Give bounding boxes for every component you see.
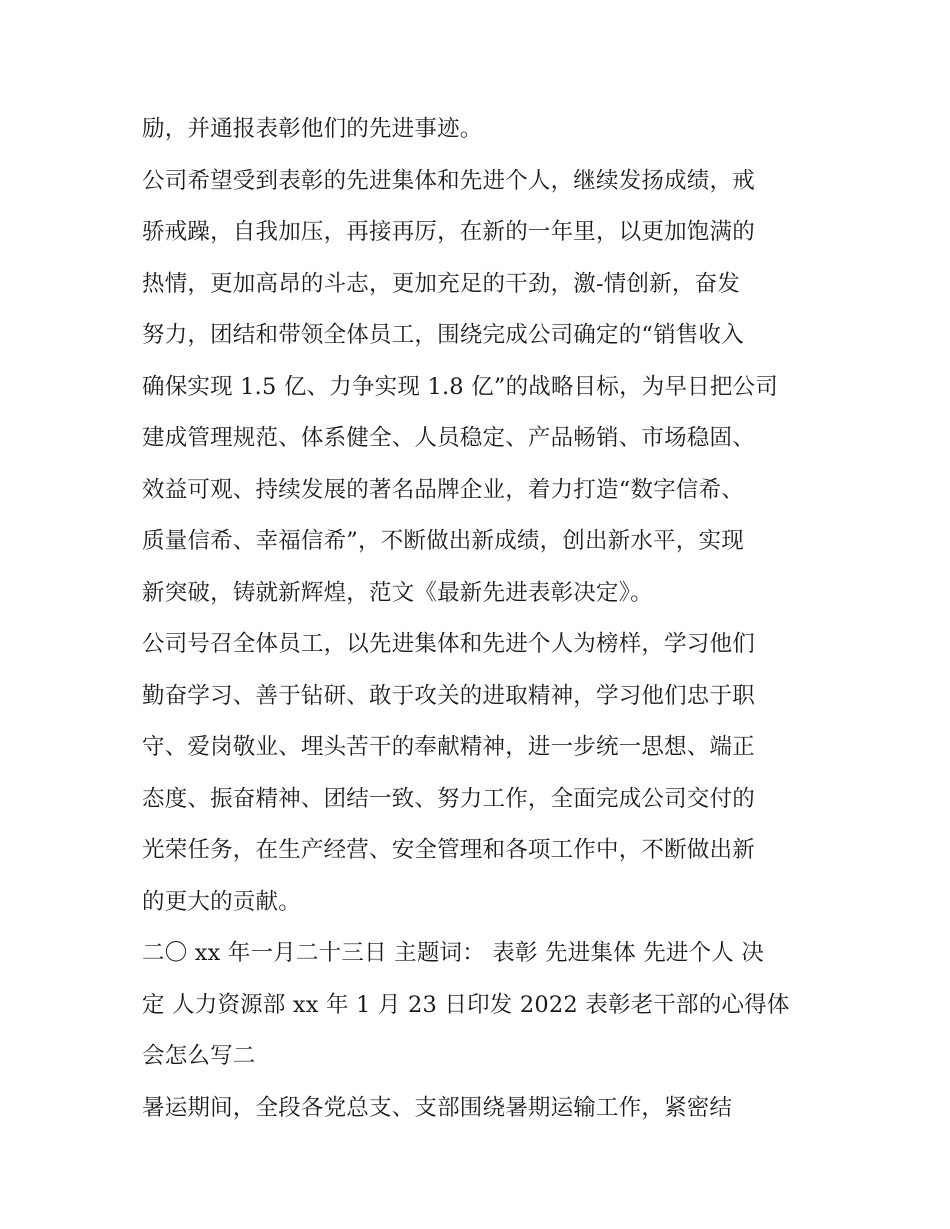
text-line: 热情，更加高昂的斗志，更加充足的干劲，激-情创新，奋发 — [142, 270, 741, 297]
text-line: 二〇 xx 年一月二十三日 主题词： 表彰 先进集体 先进个人 决 — [142, 940, 765, 966]
text-line: 态度、振奋精神、团结一致、努力工作，全面完成公司交付的 — [142, 785, 755, 812]
text-line: 建成管理规范、体系健全、人员稳定、产品畅销、市场稳固、 — [142, 425, 755, 451]
text-line: 新突破，铸就新辉煌，范文《最新先进表彰决定》。 — [142, 579, 653, 606]
text-line: 确保实现 1.5 亿、力争实现 1.8 亿”的战略目标，为早日把公司 — [142, 373, 778, 400]
document-body — [142, 104, 822, 1134]
text-line: 质量信希、幸福信希”，不断做出新成绩，创出新水平，实现 — [142, 528, 744, 554]
text-line: 公司希望受到表彰的先进集体和先进个人，继续发扬成绩，戒 — [142, 167, 755, 194]
text-line: 光荣任务，在生产经营、安全管理和各项工作中，不断做出新 — [142, 837, 755, 863]
text-line: 暑运期间，全段各党总支、支部围绕暑期运输工作，紧密结 — [142, 1094, 733, 1121]
text-line: 守、爱岗敬业、埋头苦干的奉献精神，进一步统一思想、端正 — [142, 734, 755, 760]
text-line: 的更大的贡献。 — [142, 888, 301, 915]
text-line: 努力，团结和带领全体员工，围绕完成公司确定的“销售收入 — [142, 322, 744, 348]
text-line: 定 人力资源部 xx 年 1 月 23 日印发 2022 表彰老干部的心得体 — [142, 991, 790, 1018]
text-line: 勤奋学习、善于钻研、敢于攻关的进取精神，学习他们忠于职 — [142, 682, 755, 709]
text-line: 骄戒躁，自我加压，再接再厉，在新的一年里，以更加饱满的 — [142, 219, 755, 245]
text-line: 效益可观、持续发展的著名品牌企业，着力打造“数字信希、 — [142, 476, 744, 503]
text-line: 励，并通报表彰他们的先进事迹。 — [142, 116, 483, 142]
text-line: 公司号召全体员工，以先进集体和先进个人为榜样，学习他们 — [142, 631, 755, 657]
text-line: 会怎么写二 — [142, 1043, 256, 1069]
